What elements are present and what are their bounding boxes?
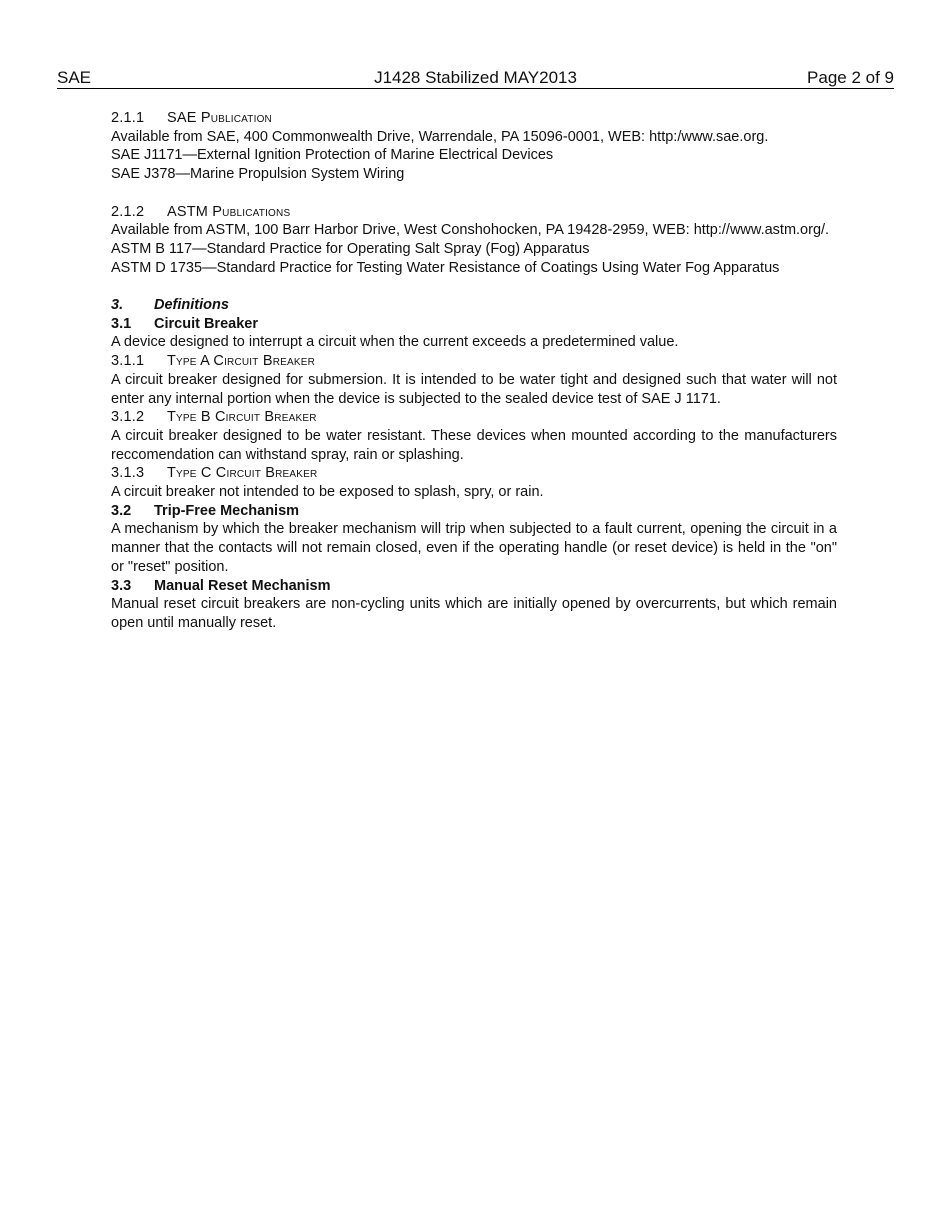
sae-availability: Available from SAE, 400 Commonwealth Drive, Warrendale, PA 15096-0001, WEB: http:/www.sae.org. (111, 128, 769, 145)
section-number: 3.2 (111, 502, 132, 519)
heading-3-1 (111, 315, 837, 334)
header-org: SAE (57, 68, 92, 87)
section-title: Circuit Breaker (154, 315, 258, 332)
section-number: 3.1.3 (111, 465, 145, 482)
heading-3-1-1 (111, 352, 837, 371)
section-number: 3. (111, 297, 124, 313)
header-doc-id: J1428 Stabilized MAY2013 (374, 68, 577, 87)
sae-reference-list (111, 146, 837, 183)
definition-text: A circuit breaker designed for submersion. It is intended to be water tight and designed such that water will not enter any internal portion when the device is subjected to the sealed device test of SAE J 1171. (111, 371, 837, 407)
heading-3-1-2 (111, 408, 837, 427)
reference-item: ASTM B 117—Standard Practice for Operating Salt Spray (Fog) Apparatus (111, 240, 590, 257)
heading-3-3 (111, 577, 837, 596)
reference-item: ASTM D 1735—Standard Practice for Testing Water Resistance of Coatings Using Water Fog Apparatus (111, 259, 780, 276)
section-title: Type A Circuit Breaker (167, 353, 316, 370)
reference-item: SAE J378—Marine Propulsion System Wiring (111, 166, 405, 183)
section-title: Type B Circuit Breaker (167, 409, 317, 426)
header-page-number: Page 2 of 9 (807, 68, 894, 87)
heading-3-2 (111, 502, 837, 521)
definition-text: A circuit breaker not intended to be exposed to splash, spry, or rain. (111, 484, 544, 501)
section-title: Definitions (154, 297, 229, 313)
section-number: 3.1.1 (111, 353, 145, 370)
page-header (57, 68, 894, 89)
section-number: 3.1.2 (111, 409, 145, 426)
section-title: Trip-Free Mechanism (154, 502, 300, 519)
definition-text: Manual reset circuit breakers are non-cycling units which are initially opened by overcurrents, but which remain open until manually reset. (111, 596, 837, 631)
section-title: Type C Circuit Breaker (167, 465, 318, 482)
definition-text: A mechanism by which the breaker mechanism will trip when subjected to a fault current, opening the circuit in a manner that the contacts will not remain closed, even if the operating handle (or reset device) is held in the "on" or "reset" position. (111, 521, 837, 575)
definition-text: A device designed to interrupt a circuit when the current exceeds a predetermined value. (111, 334, 679, 351)
section-title: Manual Reset Mechanism (154, 577, 331, 594)
section-title: SAE Publication (167, 110, 272, 126)
definition-text: A circuit breaker designed to be water resistant. These devices when mounted according to the manufacturers reccomendation can withstand spray, rain or splashing. (111, 427, 837, 463)
heading-3-definitions (111, 296, 837, 315)
reference-item: SAE J1171—External Ignition Protection of Marine Electrical Devices (111, 147, 554, 164)
section-title: ASTM Publications (167, 203, 291, 220)
heading-2-1-2 (111, 203, 837, 222)
section-number: 2.1.2 (111, 203, 145, 220)
astm-availability: Available from ASTM, 100 Barr Harbor Drive, West Conshohocken, PA 19428-2959, WEB: http://www.astm.org/. (111, 222, 830, 239)
section-number: 3.1 (111, 315, 132, 332)
document-body (111, 109, 837, 633)
section-number: 3.3 (111, 577, 132, 594)
section-number: 2.1.1 (111, 110, 145, 126)
heading-2-1-1 (111, 109, 837, 128)
astm-reference-list (111, 240, 837, 277)
heading-3-1-3 (111, 464, 837, 483)
